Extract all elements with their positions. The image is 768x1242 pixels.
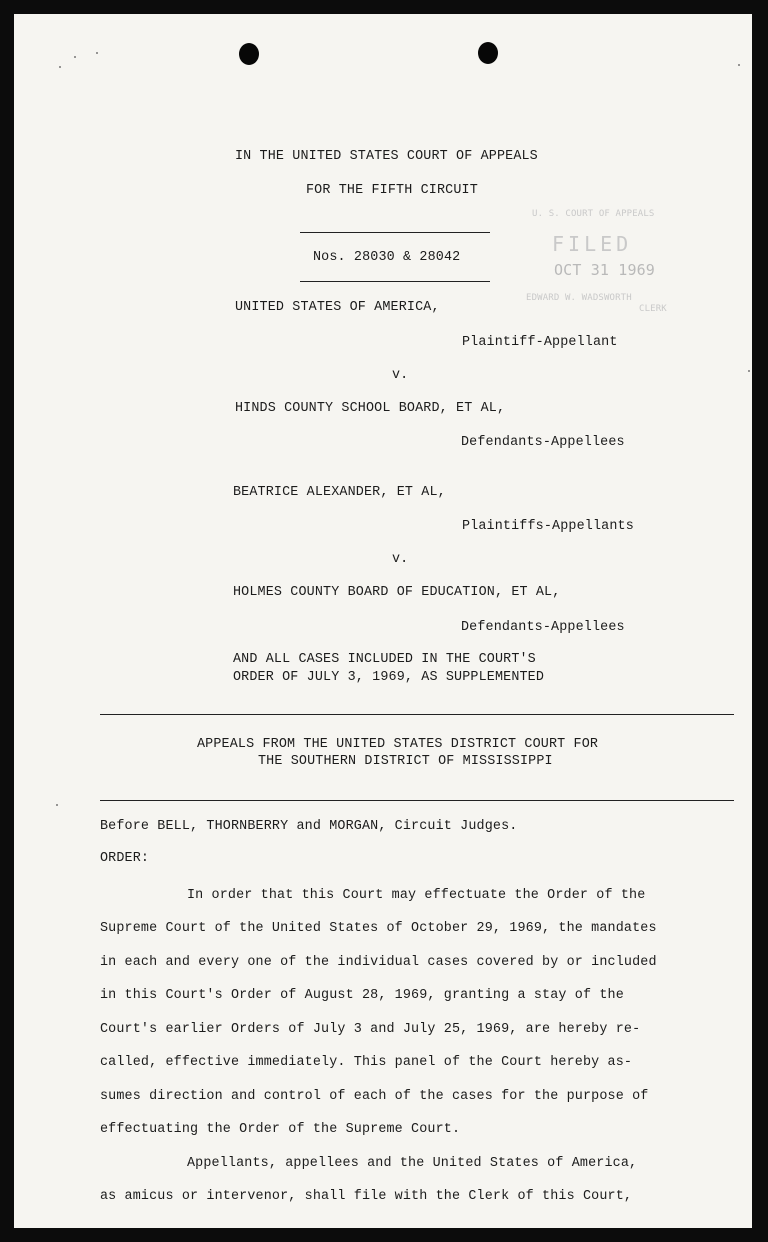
- document-page: [14, 14, 752, 1228]
- body-line: sumes direction and control of each of the cases for the purpose of: [100, 1089, 649, 1104]
- included-cases-line-2: ORDER OF JULY 3, 1969, AS SUPPLEMENTED: [233, 670, 545, 685]
- scan-speck: [74, 56, 76, 58]
- versus-1: v.: [392, 368, 409, 383]
- divider-rule-1: [100, 714, 734, 715]
- body-line: called, effective immediately. This panel of the Court hereby as-: [100, 1055, 633, 1070]
- stamp-date: OCT 31 1969: [554, 261, 655, 279]
- stamp-clerk: EDWARD W. WADSWORTH: [526, 293, 632, 303]
- appeal-line-2: THE SOUTHERN DISTRICT OF MISSISSIPPI: [258, 754, 553, 769]
- scan-speck: [748, 370, 750, 372]
- scan-speck: [738, 64, 740, 66]
- scan-speck: [59, 66, 61, 68]
- body-line: as amicus or intervenor, shall file with the Clerk of this Court,: [100, 1189, 633, 1204]
- punch-hole-right: [478, 42, 498, 64]
- versus-2: v.: [392, 552, 409, 567]
- appeal-line-1: APPEALS FROM THE UNITED STATES DISTRICT COURT FOR: [197, 737, 599, 752]
- party-holmes-county: HOLMES COUNTY BOARD OF EDUCATION, ET AL,: [233, 585, 561, 600]
- scan-speck: [56, 804, 58, 806]
- stamp-clerk-title: CLERK: [639, 304, 667, 314]
- party-united-states: UNITED STATES OF AMERICA,: [235, 300, 440, 315]
- role-defendants-appellees-2: Defendants-Appellees: [461, 620, 625, 635]
- panel-judges: Before BELL, THORNBERRY and MORGAN, Circuit Judges.: [100, 819, 518, 834]
- case-numbers: Nos. 28030 & 28042: [313, 250, 461, 265]
- caption-rule-top: [300, 232, 490, 233]
- body-line: effectuating the Order of the Supreme Court.: [100, 1122, 461, 1137]
- party-hinds-county: HINDS COUNTY SCHOOL BOARD, ET AL,: [235, 401, 506, 416]
- role-defendants-appellees-1: Defendants-Appellees: [461, 435, 625, 450]
- stamp-court-line: U. S. COURT OF APPEALS: [532, 209, 655, 219]
- order-heading: ORDER:: [100, 851, 150, 866]
- included-cases-line-1: AND ALL CASES INCLUDED IN THE COURT'S: [233, 652, 536, 667]
- caption-rule-bottom: [300, 281, 490, 282]
- scan-speck: [96, 52, 98, 54]
- party-beatrice-alexander: BEATRICE ALEXANDER, ET AL,: [233, 485, 446, 500]
- body-line: in this Court's Order of August 28, 1969, granting a stay of the: [100, 988, 624, 1003]
- role-plaintiffs-appellants: Plaintiffs-Appellants: [462, 519, 634, 534]
- body-line: Court's earlier Orders of July 3 and July 25, 1969, are hereby re-: [100, 1022, 641, 1037]
- body-line: in each and every one of the individual cases covered by or included: [100, 955, 657, 970]
- body-line: Supreme Court of the United States of October 29, 1969, the mandates: [100, 921, 657, 936]
- punch-hole-left: [239, 43, 259, 65]
- circuit-title: FOR THE FIFTH CIRCUIT: [306, 183, 478, 198]
- body-line: Appellants, appellees and the United States of America,: [187, 1156, 638, 1171]
- divider-rule-2: [100, 800, 734, 801]
- court-title: IN THE UNITED STATES COURT OF APPEALS: [235, 149, 538, 164]
- role-plaintiff-appellant: Plaintiff-Appellant: [462, 335, 618, 350]
- body-line: In order that this Court may effectuate the Order of the: [187, 888, 646, 903]
- stamp-filed: FILED: [552, 232, 633, 256]
